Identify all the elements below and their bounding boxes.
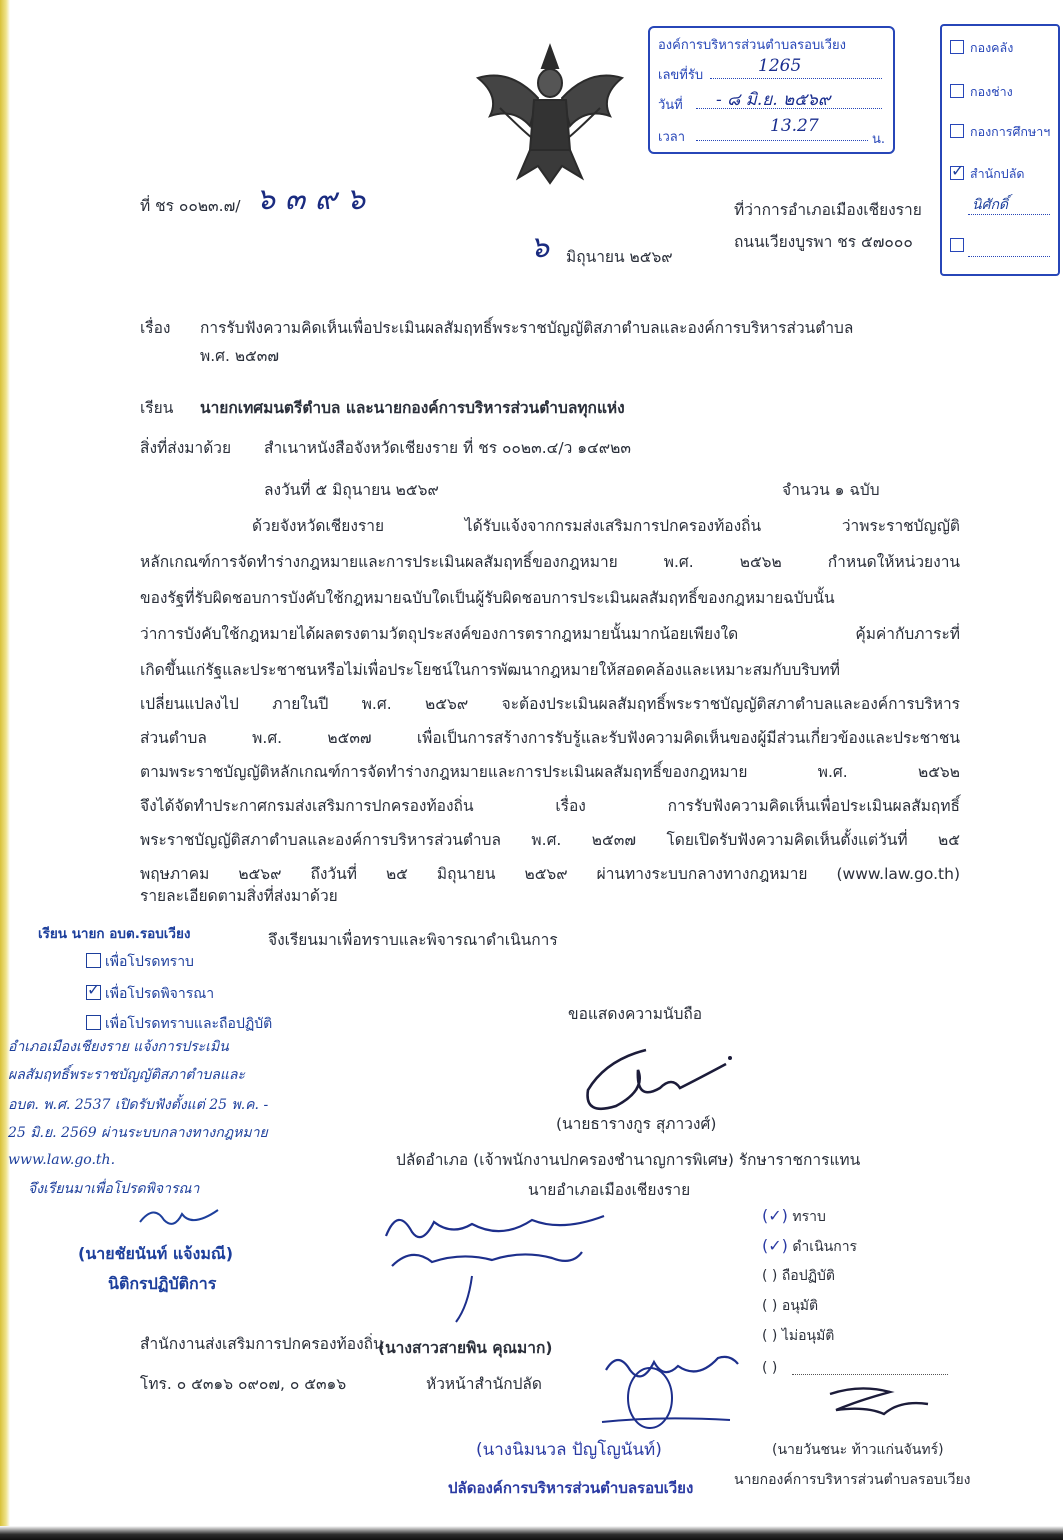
stamp-receive-no: 1265 <box>758 56 802 76</box>
dept-item-office: ✓สำนักปลัด <box>950 164 1024 184</box>
body-line: ตามพระราชบัญญัติหลักเกณฑ์การจัดทำร่างกฎหมายและการประเมินผลสัมฤทธิ์ของกฎหมาย พ.ศ. ๒๕๖๒ <box>140 763 960 781</box>
checkbox-checked-icon <box>86 985 101 1000</box>
checkbox-icon <box>950 40 964 54</box>
to-label: เรียน <box>140 399 174 417</box>
stamp-date-label: วันที่ <box>658 98 683 113</box>
body-line: พระราชบัญญัติสภาตำบลและองค์การบริหารส่วนตำบล พ.ศ. ๒๕๓๗ โดยเปิดรับฟังความคิดเห็นตั้งแต่วันที่ ๒๕ <box>140 831 960 849</box>
body-line-last: รายละเอียดตามสิ่งที่ส่งมาด้วย <box>140 887 338 905</box>
dept-item-engineering: กองช่าง <box>950 82 1013 102</box>
signer-position-line1: ปลัดอำเภอ (เจ้าพนักงานปกครองชำนาญการพิเศษ) รักษาราชการแทน <box>396 1151 861 1169</box>
doc-date-rest: มิถุนายน ๒๕๖๙ <box>566 248 673 266</box>
body-line: เกิดขึ้นแก่รัฐและประชาชนหรือไม่เพื่อประโยชน์ในการพัฒนากฎหมายให้สอดคล้องและเหมาะสมกับบริบทที่ <box>140 661 840 679</box>
paper-edge-bottom <box>0 1526 1063 1540</box>
dept-item-finance: กองคลัง <box>950 38 1013 58</box>
stamp-org: องค์การบริหารส่วนตำบลรอบเวียง <box>658 38 846 53</box>
to-text: นายกเทศมนตรีตำบล และนายกองค์การบริหารส่วนตำบลทุกแห่ง <box>200 399 625 417</box>
decision-option: (✓) ทราบ <box>762 1206 826 1225</box>
signature-district-icon <box>576 1030 746 1120</box>
stamp-time-label: เวลา <box>658 130 686 145</box>
head-clerk-position: หัวหน้าสำนักปลัด <box>426 1375 542 1393</box>
footer-phone: โทร. ๐ ๕๓๑๖ ๐๙๐๗, ๐ ๕๓๑๖ <box>140 1375 347 1393</box>
decision-option-blank: ( ) <box>762 1360 778 1376</box>
body-line: หลักเกณฑ์การจัดทำร่างกฎหมายและการประเมินผลสัมฤทธิ์ของกฎหมาย พ.ศ. ๒๕๖๒ กำหนดให้หน่วยงาน <box>140 553 960 571</box>
body-line: ส่วนตำบล พ.ศ. ๒๕๓๗ เพื่อเป็นการสร้างการรับรู้และรับฟังความคิดเห็นของผู้มีส่วนเกี่ยวข้องและประชาชน <box>140 729 960 747</box>
enclosure-quantity: จำนวน ๑ ฉบับ <box>782 481 880 499</box>
garuda-emblem-icon <box>470 38 630 188</box>
enclosure-line2: ลงวันที่ ๕ มิถุนายน ๒๕๖๙ <box>264 481 439 499</box>
regards-text: ขอแสดงความนับถือ <box>568 1005 703 1023</box>
decision-option: ( ) อนุมัติ <box>762 1298 819 1314</box>
routing-option: เพื่อโปรดทราบและถือปฏิบัติ <box>86 1014 272 1034</box>
signer-name: (นายธารางกูร สุภาวงศ์) <box>556 1115 717 1133</box>
doc-ref-printed: ที่ ชร ๐๐๒๓.๗/ <box>140 197 241 215</box>
dept-handwritten-note: นิศักดิ์ <box>972 197 1009 213</box>
routing-header: เรียน นายก อบต.รอบเวียง <box>38 926 191 942</box>
signer-position-line2: นายอำเภอเมืองเชียงราย <box>528 1181 691 1199</box>
routing-option: ✓เพื่อโปรดพิจารณา <box>86 984 214 1004</box>
checkbox-icon <box>950 124 964 138</box>
office-address-line1: ที่ว่าการอำเภอเมืองเชียงราย <box>734 201 922 219</box>
checkbox-icon <box>86 953 101 968</box>
final-right-name: (นายวันชนะ ท้าวแก่นจันทร์) <box>772 1442 944 1458</box>
receipt-stamp <box>648 26 895 154</box>
body-line: ว่าการบังคับใช้กฎหมายได้ผลตรงตามวัตถุประสงค์ของการตรากฎหมายนั้นมากน้อยเพียงใด คุ้มค่ากับภาระที่ <box>140 625 960 643</box>
doc-ref-handwritten: ๖ ๓ ๙ ๖ <box>256 182 366 217</box>
final-left-name: (นางนิมนวล ปัญโญนันท์) <box>476 1440 662 1460</box>
stamp-time: 13.27 <box>770 116 819 136</box>
legal-officer-position: นิติกรปฏิบัติการ <box>108 1274 217 1293</box>
signature-legal-officer-icon <box>134 1200 224 1236</box>
department-routing-box <box>940 24 1060 276</box>
legal-officer-name: (นายชัยนันท์ แจ้งมณี) <box>78 1244 234 1263</box>
closing-paragraph: จึงเรียนมาเพื่อทราบและพิจารณาดำเนินการ <box>268 931 558 949</box>
decision-option: (✓) ดำเนินการ <box>762 1236 858 1255</box>
body-line: เปลี่ยนแปลงไป ภายในปี พ.ศ. ๒๕๖๙ จะต้องประเมินผลสัมฤทธิ์พระราชบัญญัติสภาตำบลและองค์การบริหาร <box>140 695 960 713</box>
office-address-line2: ถนนเวียงบูรพา ชร ๕๗๐๐๐ <box>734 233 913 251</box>
checkbox-icon <box>86 1015 101 1030</box>
enclosure-line1: สำเนาหนังสือจังหวัดเชียงราย ที่ ชร ๐๐๒๓.๔/ว ๑๔๙๒๓ <box>264 439 631 457</box>
checkbox-icon <box>950 84 964 98</box>
signature-permanent-secretary-icon <box>598 1340 748 1440</box>
subject-line1: การรับฟังความคิดเห็นเพื่อประเมินผลสัมฤทธิ์พระราชบัญญัติสภาตำบลและองค์การบริหารส่วนตำบล <box>200 319 854 337</box>
decision-option: ( ) ไม่อนุมัติ <box>762 1328 835 1344</box>
body-line: พฤษภาคม ๒๕๖๙ ถึงวันที่ ๒๕ มิถุนายน ๒๕๖๙ ผ่านทางระบบกลางทางกฎหมาย (www.law.go.th) <box>140 865 960 883</box>
body-line: ของรัฐที่รับผิดชอบการบังคับใช้กฎหมายฉบับใดเป็นผู้รับผิดชอบการประเมินผลสัมฤทธิ์ของกฎหมายฉบับนั้น <box>140 589 835 607</box>
paper-edge-left <box>0 0 10 1540</box>
stamp-receive-no-label: เลขที่รับ <box>658 68 704 83</box>
enclosure-label: สิ่งที่ส่งมาด้วย <box>140 439 232 457</box>
footer-office: สำนักงานส่งเสริมการปกครองท้องถิ่น <box>140 1335 384 1353</box>
checkbox-icon <box>950 238 964 252</box>
dept-item-blank <box>950 238 970 253</box>
dept-item-education: กองการศึกษาฯ <box>950 122 1050 142</box>
final-left-position: ปลัดองค์การบริหารส่วนตำบลรอบเวียง <box>448 1479 694 1497</box>
head-clerk-name: (นางสาวสายพิน คุณมาก) <box>378 1339 553 1357</box>
signature-mayor-icon <box>820 1380 940 1430</box>
stamp-time-suffix: น. <box>872 132 886 147</box>
signature-head-clerk-icon <box>372 1196 622 1326</box>
checkbox-checked-icon <box>950 166 964 180</box>
document-page: องค์การบริหารส่วนตำบลรอบเวียง เลขที่รับ 1265 วันที่ - ๘ มิ.ย. ๒๕๖๙ เวลา 13.27 น. กองคลัง กองช่าง กองการศึกษาฯ ✓สำนักปลัด นิศักดิ์ ที่ ชร ๐๐๒๓.๗/ ๖ ๓ ๙ ๖ ที่ว่าการอำเภอเมืองเชียงราย ถนนเวียงบูรพา ชร ๕๗๐๐๐ ๖ มิถุนายน ๒๕๖๙ เรื่อง การรับฟังความคิดเห็นเพื่อประเมินผลสัมฤทธิ์พระราชบัญญัติสภาตำบลและองค์การบริหารส่วนตำบล พ.ศ. ๒๕๓๗ เรียน นายกเทศมนตรีตำบล และนายกองค์การบริหารส่วนตำบลทุกแห่ง สิ่งที่ส่งมาด้วย สำเนาหนังสือจังหวัดเชียงราย ที่ ชร ๐๐๒๓.๔/ว ๑๔๙๒๓ ลงวันที่ ๕ มิถุนายน ๒๕๖๙ จำนวน ๑ ฉบับ ด้วยจังหวัดเชียงราย ได้รับแจ้งจากกรมส่งเสริมการปกครองท้องถิ่น ว่าพระราชบัญญัติ หลักเกณฑ์การจัดทำร่างกฎหมายและการประเมินผลสัมฤทธิ์ของกฎหมาย พ.ศ. ๒๕๖๒ กำหนดให้หน่วยงาน ของรัฐที่รับผิดชอบการบังคับใช้กฎหมายฉบับใดเป็นผู้รับผิดชอบการประเมินผลสัมฤทธิ์ของกฎหมายฉบับนั้น ว่าการบังคับใช้กฎหมายได้ผลตรงตามวัตถุประสงค์ของการตรากฎหมายนั้นมากน้อยเพียงใด คุ้มค่ากับภาระที่ เกิดขึ้นแก่รัฐและประชาชนหรือไม่เพื่อประโยชน์ในการพัฒนากฎหมายให้สอดคล้องและเหมาะสมกับบริบทที่ เปลี่ยนแปลงไป ภายในปี พ.ศ. ๒๕๖๙ จะต้องประเมินผลสัมฤทธิ์พระราชบัญญัติสภาตำบลและองค์การบริหาร ส่วนตำบล พ.ศ. ๒๕๓๗ เพื่อเป็นการสร้างการรับรู้และรับฟังความคิดเห็นของผู้มีส่วนเกี่ยวข้องและประชาชน ตามพระราชบัญญัติหลักเกณฑ์การจัดทำร่างกฎหมายและการประเมินผลสัมฤทธิ์ของกฎหมาย พ.ศ. ๒๕๖๒ จึงได้จัดทำประกาศกรมส่งเสริมการปกครองท้องถิ่น เรื่อง การรับฟังความคิดเห็นเพื่อประเมินผลสัมฤทธิ์ พระราชบัญญัติสภาตำบลและองค์การบริหารส่วนตำบล พ.ศ. ๒๕๓๗ โดยเปิดรับฟังความคิดเห็นตั้งแต่วันที่ ๒๕ พฤษภาคม ๒๕๖๙ ถึงวันที่ ๒๕ มิถุนายน ๒๕๖๙ ผ่านทางระบบกลางทางกฎหมาย (www.law.go.th) รายละเอียดตามสิ่งที่ส่งมาด้วย จึงเรียนมาเพื่อทราบและพิจารณาดำเนินการ ขอแสดงความนับถือ (นายธารางกูร สุภาวงศ์) ปลัดอำเภอ (เจ้าพนักงานปกครองชำนาญการพิเศษ) รักษาราชการแทน นายอำเภอเมืองเชียงราย เรียน นายก อบต.รอบเวียง เพื่อโปรดทราบ ✓เพื่อโปรดพิจารณา เพื่อโปรดทราบและถือปฏิบัติ อำเภอเมืองเชียงราย แจ้งการประเมิน ผลสัมฤทธิ์พระราชบัญญัติสภาตำบลและ อบต. พ.ศ. 2537 เปิดรับฟังตั้งแต่ 25 พ.ค. - 25 มิ.ย. 2569 ผ่านระบบกลางทางกฎหมาย www.law.go.th. จึงเรียนมาเพื่อโปรดพิจารณา (นายชัยนันท์ แจ้งมณี) นิติกรปฏิบัติการ (นางสาวสายพิน คุณมาก) หัวหน้าสำนักปลัด สำนักงานส่งเสริมการปกครองท้องถิ่น โทร. ๐ ๕๓๑๖ ๐๙๐๗, ๐ ๕๓๑๖ (✓) ทราบ (✓) ดำเนินการ ( ) ถือปฏิบัติ ( ) อนุมัติ ( ) ไม่อนุมัติ ( ) (นางนิมนวล ปัญโญนันท์) ปลัดองค์การบริหารส่วนตำบลรอบเวียง (นายวันชนะ ท้าวแก่นจันทร์) นายกองค์การบริหารส่วนตำบลรอบเวียง <box>0 0 1063 1540</box>
final-right-position: นายกองค์การบริหารส่วนตำบลรอบเวียง <box>734 1472 971 1488</box>
body-line: ด้วยจังหวัดเชียงราย ได้รับแจ้งจากกรมส่งเสริมการปกครองท้องถิ่น ว่าพระราชบัญญัติ <box>252 517 960 535</box>
subject-line2: พ.ศ. ๒๕๓๗ <box>200 347 280 365</box>
decision-option: ( ) ถือปฏิบัติ <box>762 1268 835 1284</box>
doc-date-day: ๖ <box>530 230 550 265</box>
routing-option: เพื่อโปรดทราบ <box>86 952 194 972</box>
body-line: จึงได้จัดทำประกาศกรมส่งเสริมการปกครองท้องถิ่น เรื่อง การรับฟังความคิดเห็นเพื่อประเมินผลสัมฤทธิ์ <box>140 797 960 815</box>
subject-label: เรื่อง <box>140 319 171 337</box>
stamp-date: - ๘ มิ.ย. ๒๕๖๙ <box>716 90 831 110</box>
